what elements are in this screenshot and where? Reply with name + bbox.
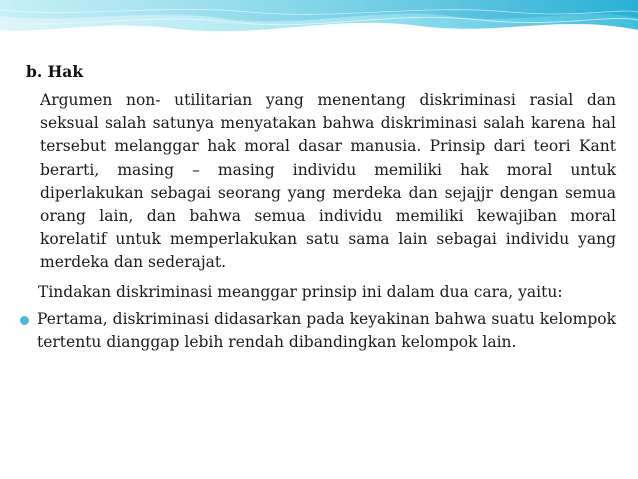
section-heading: b. Hak	[26, 62, 84, 81]
bullet-dot-icon	[20, 316, 29, 325]
bullet-item	[20, 308, 616, 354]
paragraph-rights-argument: Argumen non- utilitarian yang menentang diskriminasi rasial dan seksual salah satunya menyatakan bahwa diskriminasi salah karena hal tersebut melanggar hak moral dasar manusia. Prinsip dari teori Kant berarti, masing – masing individu memiliki hak moral untuk diperlakukan sebagai seorang yang merdeka dan sejajjr dengan semua orang lain, dan bahwa semua individu memiliki kewajiban moral korelatif untuk memperlakukan satu sama lain sebagai individu yang merdeka dan sederajat.	[40, 91, 616, 272]
bullet-text: Pertama, diskriminasi didasarkan pada keyakinan bahwa suatu kelompok tertentu dianggap lebih rendah dibandingkan kelompok lain.	[37, 309, 616, 352]
header-wave-banner	[0, 0, 638, 48]
slide-content	[20, 52, 616, 354]
paragraph-two-ways: Tindakan diskriminasi meanggar prinsip ini dalam dua cara, yaitu:	[38, 282, 563, 301]
